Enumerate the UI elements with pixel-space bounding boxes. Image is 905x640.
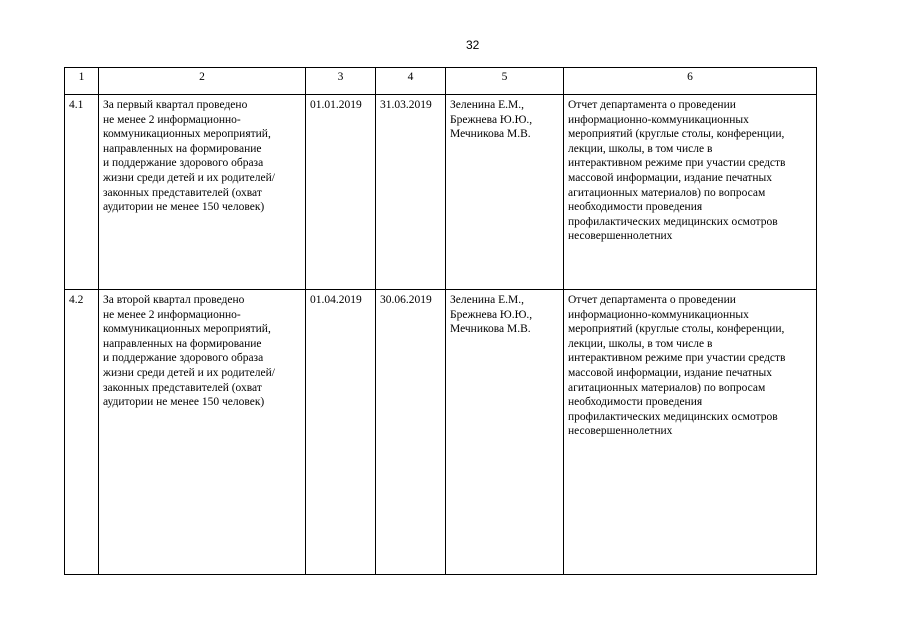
description-line: аудитории не менее 150 человек) [103, 201, 265, 214]
result-line: несовершеннолетних [568, 230, 673, 243]
page-number: 32 [466, 38, 480, 52]
column-header: 5 [446, 68, 564, 95]
result-line: агитационных материалов) по вопросам [568, 186, 766, 199]
result-line: мероприятий (круглые столы, конференции, [568, 323, 785, 336]
row-number: 4.2 [65, 290, 99, 575]
result-line: информационно-коммуникационных [568, 308, 749, 321]
responsible-name: Брежнева Ю.Ю., [450, 113, 533, 126]
responsible-cell [446, 95, 564, 290]
table-row [65, 290, 817, 575]
end-date: 30.06.2019 [376, 290, 446, 575]
result-line: массовой информации, издание печатных [568, 366, 772, 379]
description-line: и поддержание здорового образа [103, 157, 264, 170]
result-line: интерактивном режиме при участии средств [568, 157, 786, 170]
result-line: необходимости проведения [568, 201, 703, 214]
result-line: необходимости проведения [568, 396, 703, 409]
description-cell [99, 95, 306, 290]
result-line: профилактических медицинских осмотров [568, 215, 778, 228]
result-cell [564, 95, 817, 290]
result-line: агитационных материалов) по вопросам [568, 381, 766, 394]
start-date: 01.01.2019 [306, 95, 376, 290]
result-line: интерактивном режиме при участии средств [568, 352, 786, 365]
column-header: 4 [376, 68, 446, 95]
description-line: За второй квартал проведено [103, 294, 245, 306]
column-header: 3 [306, 68, 376, 95]
responsible-name: Мечникова М.В. [450, 323, 531, 336]
plan-table [64, 67, 817, 575]
description-line: не менее 2 информационно- [103, 113, 241, 126]
table-row [65, 95, 817, 290]
result-line: несовершеннолетних [568, 425, 673, 438]
description-cell [99, 290, 306, 575]
description-line: За первый квартал проведено [103, 99, 248, 111]
description-line: законных представителей (охват [103, 186, 262, 199]
result-cell [564, 290, 817, 575]
start-date: 01.04.2019 [306, 290, 376, 575]
description-line: аудитории не менее 150 человек) [103, 396, 265, 409]
result-line: мероприятий (круглые столы, конференции, [568, 128, 785, 141]
description-line: и поддержание здорового образа [103, 352, 264, 365]
result-line: Отчет департамента о проведении [568, 99, 736, 111]
result-line: массовой информации, издание печатных [568, 171, 772, 184]
result-line: Отчет департамента о проведении [568, 294, 736, 306]
row-number: 4.1 [65, 95, 99, 290]
description-line: направленных на формирование [103, 337, 262, 350]
result-line: информационно-коммуникационных [568, 113, 749, 126]
description-line: направленных на формирование [103, 142, 262, 155]
responsible-name: Брежнева Ю.Ю., [450, 308, 533, 321]
end-date: 31.03.2019 [376, 95, 446, 290]
description-line: жизни среди детей и их родителей/ [103, 366, 275, 379]
responsible-name: Зеленина Е.М., [450, 99, 525, 111]
result-line: лекции, школы, в том числе в [568, 142, 713, 155]
description-line: не менее 2 информационно- [103, 308, 241, 321]
result-line: лекции, школы, в том числе в [568, 337, 713, 350]
responsible-cell [446, 290, 564, 575]
result-line: профилактических медицинских осмотров [568, 410, 778, 423]
description-line: жизни среди детей и их родителей/ [103, 171, 275, 184]
column-header: 2 [99, 68, 306, 95]
header-row [65, 68, 817, 95]
description-line: коммуникационных мероприятий, [103, 323, 271, 336]
column-header: 1 [65, 68, 99, 95]
responsible-name: Зеленина Е.М., [450, 294, 525, 306]
column-header: 6 [564, 68, 817, 95]
description-line: коммуникационных мероприятий, [103, 128, 271, 141]
description-line: законных представителей (охват [103, 381, 262, 394]
responsible-name: Мечникова М.В. [450, 128, 531, 141]
